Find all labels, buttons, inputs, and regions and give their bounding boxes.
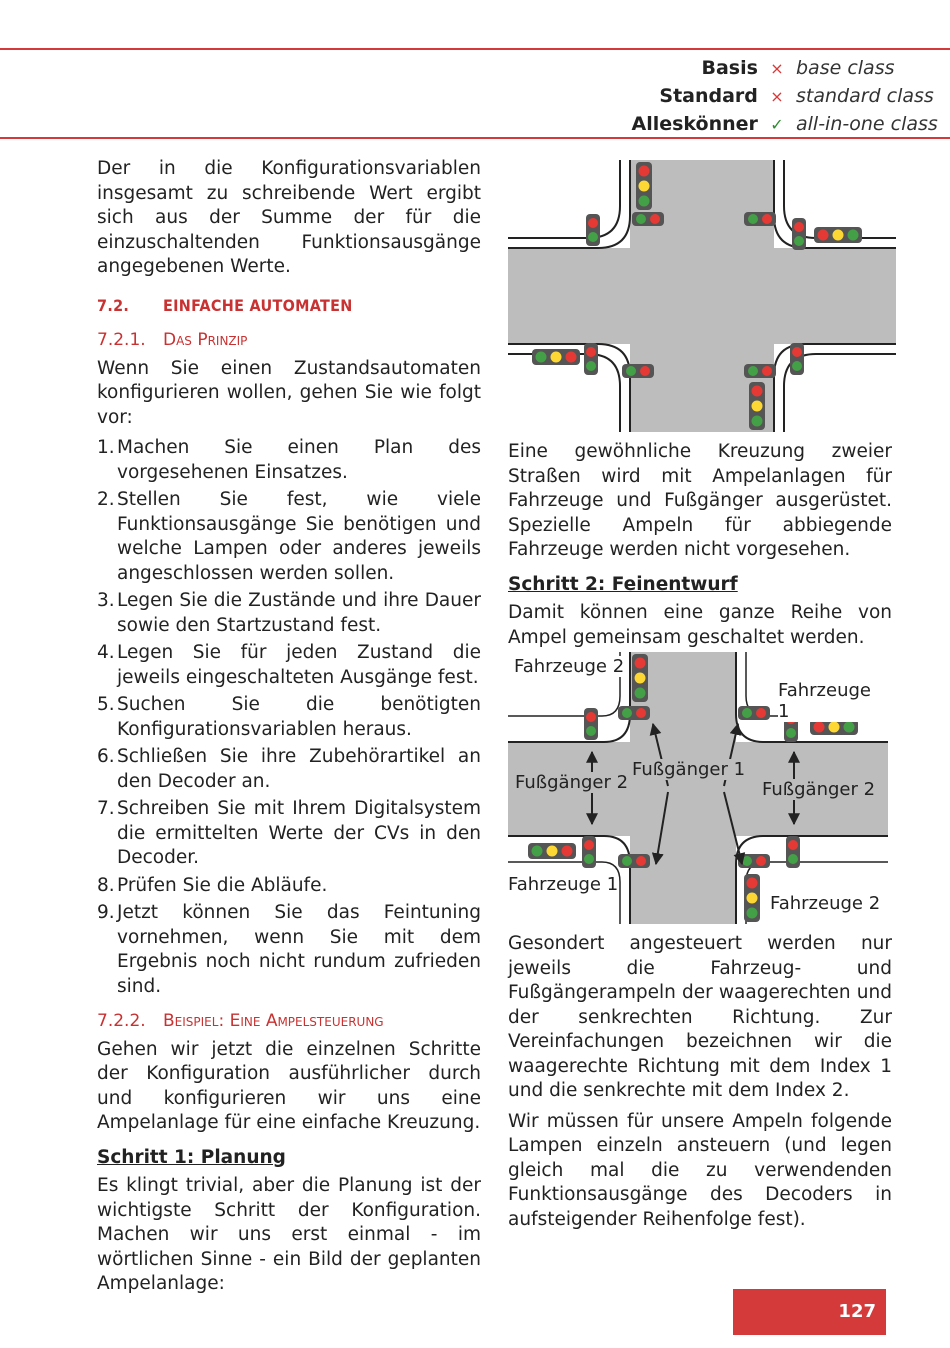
list-text: Stellen Sie fest, wie viele Funktionsausgänge Sie benötigen und welche Lampen oder anderes jeweils angeschlossen werden sollen. [117,489,481,584]
list-item [97,901,481,999]
class-english: all-in-one class [796,113,938,135]
list-number: 6. [97,746,115,767]
step-2-heading: Schritt 2: Feinentwurf [508,573,738,595]
section-title: Beispiel: Eine Ampelsteuerung [163,1011,384,1031]
list-text: Schließen Sie ihre Zubehörartikel an den Decoder an. [117,746,481,792]
intersection-figure [508,160,896,432]
vehicle-traffic-light [814,227,862,243]
intro-paragraph: Der in die Konfigurationsvariablen insgesamt zu schreibende Wert ergibt sich aus der Summe der für die einzuschaltenden Funktionsausgänge angegebenen Werte. [97,158,481,277]
pedestrian-traffic-light [582,836,596,868]
list-number: 7. [97,798,115,819]
left-column [97,157,481,1303]
prinzip-paragraph: Wenn Sie einen Zustandsautomaten konfigurieren wollen, gehen Sie wie folgt vor: [97,357,481,428]
section-title: EINFACHE AUTOMATEN [163,295,353,315]
vehicle-traffic-light [532,349,580,365]
pedestrian-traffic-light [584,343,598,375]
checkmark-icon: ✓ [770,115,784,134]
vehicle-traffic-light [636,162,652,210]
pedestrian-traffic-light [618,706,650,720]
right-column-lower [508,932,892,1238]
label-fussgaenger-1-center: Fußgänger 1 [632,759,746,780]
list-number: 9. [97,902,115,923]
paragraph-index: Gesondert angesteuert werden nur jeweils die Fahrzeug- und Fußgängerampeln der waagerechten und der senkrechten Richtung. Zur Vereinfachungen bezeichnen wir die waagerechte Richtung mit dem Index 1 und die senkrechte mit dem Index 2. [508,933,892,1101]
pedestrian-traffic-light [744,364,776,378]
pedestrian-traffic-light [586,214,600,246]
label-fahrzeuge-2-bottom: Fahrzeuge 2 [770,893,881,914]
list-text: Legen Sie die Zustände und ihre Dauer sowie den Startzustand fest. [117,590,481,636]
pedestrian-traffic-light [632,212,664,226]
list-item [97,745,481,794]
class-name: Alleskönner [631,113,758,135]
list-item [97,436,481,485]
list-item [97,693,481,742]
list-number: 4. [97,642,115,663]
list-number: 8. [97,874,115,896]
pedestrian-traffic-light [792,218,806,250]
page-number: 127 [733,1289,886,1335]
list-number: 1. [97,437,115,458]
vehicle-traffic-light [744,874,760,922]
section-heading-7-2-2 [97,1009,481,1034]
list-item [97,589,481,638]
section-number: 7.2. [97,295,130,315]
list-text: Machen Sie einen Plan des vorgesehenen Einsatzes. [117,437,481,483]
pedestrian-traffic-light [790,343,804,375]
section-number: 7.2.2. [97,1011,146,1031]
list-text: Prüfen Sie die Abläufe. [117,874,328,896]
list-item [97,488,481,586]
pedestrian-traffic-light [584,708,598,740]
label-fahrzeuge-2-top: Fahrzeuge 2 [514,656,625,677]
vehicle-traffic-light [632,654,648,702]
list-number: 3. [97,590,115,611]
class-row-basis [701,54,932,83]
pedestrian-traffic-light [618,854,650,868]
header-bottom-rule [0,137,950,139]
class-name: Basis [701,57,758,79]
paragraph-lamps: Wir müssen für unsere Ampeln folgende Lampen einzeln ansteuern (und legen gleich mal die zu verwendenden Funktionsausgänge des Decoders in aufsteigender Reihenfolge fest). [508,1110,892,1230]
list-text: Jetzt können Sie das Feintuning vornehmen, wenn Sie mit dem Ergebnis noch nicht rundum zufrieden sind. [117,902,481,997]
class-english: standard class [796,85,934,107]
section-heading-7-2 [97,294,481,319]
list-number: 2. [97,489,115,510]
pedestrian-traffic-light [622,364,654,378]
steps-list [97,436,481,999]
class-row-alleskoenner [631,110,938,139]
step-2-paragraph: Damit können eine ganze Reihe von Ampel gemeinsam geschaltet werden. [508,602,892,648]
pedestrian-traffic-light [738,854,770,868]
labeled-intersection-figure [508,652,888,924]
vehicle-traffic-light [528,843,576,859]
step-1-paragraph: Es klingt trivial, aber die Planung ist der wichtigste Schritt der Konfiguration. Machen wir uns erst einmal - im wörtlichen Sinne - ein Bild der geplanten Ampelanlage: [97,1175,481,1294]
list-text: Schreiben Sie mit Ihrem Digitalsystem die ermittelten Werte der CVs in den Decoder. [117,798,481,868]
pedestrian-traffic-light [738,706,770,720]
list-item [97,874,481,899]
cross-icon: × [770,87,784,106]
section-title: Das Prinzip [163,330,248,350]
pedestrian-traffic-light [744,212,776,226]
pedestrian-traffic-light [786,836,800,868]
label-fahrzeuge-1-top: Fahrzeuge 1 [778,680,888,722]
class-row-standard [659,82,932,111]
label-fussgaenger-2-left: Fußgänger 2 [515,772,629,793]
section-number: 7.2.1. [97,330,146,350]
right-column [508,440,892,656]
step-1-heading: Schritt 1: Planung [97,1146,286,1168]
list-text: Legen Sie für jeden Zustand die jeweils eingeschalteten Ausgänge fest. [117,642,481,688]
list-item [97,797,481,871]
figure-1-caption: Eine gewöhnliche Kreuzung zweier Straßen wird mit Ampelanlagen für Fahrzeuge und Fußgänger ausgerüstet. Spezielle Ampeln für abbiegende Fahrzeuge werden nicht vorgesehen. [508,441,892,560]
label-fussgaenger-2-right: Fußgänger 2 [762,779,876,800]
label-fahrzeuge-1-bottom: Fahrzeuge 1 [508,874,619,895]
list-number: 5. [97,694,115,715]
beispiel-paragraph: Gehen wir jetzt die einzelnen Schritte der Konfiguration ausführlicher durch und konfigurieren wir uns eine Ampelanlage für eine einfache Kreuzung. [97,1038,481,1133]
vehicle-traffic-light [749,382,765,430]
cross-icon: × [770,59,784,78]
header-top-rule [0,48,950,50]
list-text: Suchen Sie die benötigten Konfigurationsvariablen heraus. [117,694,481,740]
class-english: base class [796,57,895,79]
list-item [97,641,481,690]
section-heading-7-2-1 [97,328,481,353]
class-name: Standard [659,85,758,107]
